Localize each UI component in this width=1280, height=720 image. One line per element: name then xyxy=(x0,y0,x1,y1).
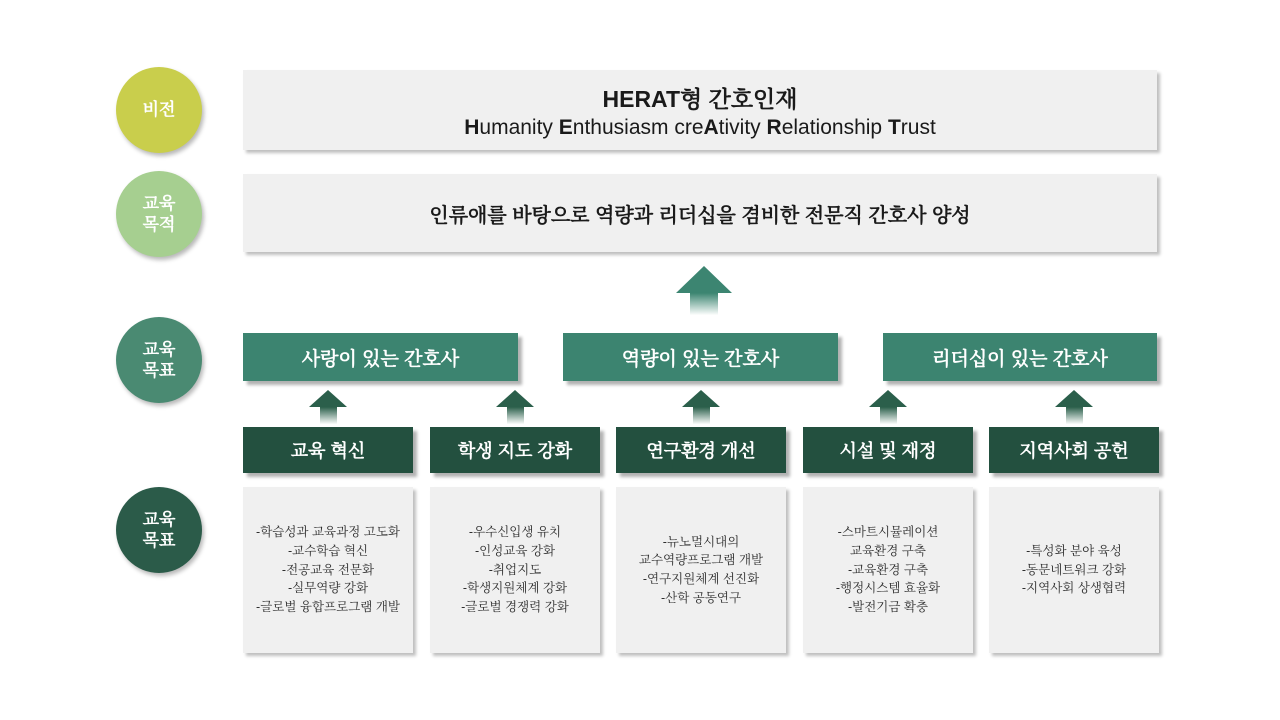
strategy-detail-list xyxy=(803,487,973,653)
strategy-detail-list xyxy=(243,487,413,653)
objective-box-love xyxy=(243,333,518,381)
up-arrow-head xyxy=(869,390,907,407)
list-line: -뉴노멀시대의 xyxy=(662,534,740,549)
list-line: -글로벌 융합프로그램 개발 xyxy=(256,600,400,615)
up-arrow-icon xyxy=(682,390,720,427)
strategy-box xyxy=(243,427,413,473)
up-arrow-head xyxy=(682,390,720,407)
strategy-column-community-contribution xyxy=(989,390,1159,653)
up-arrow-icon xyxy=(309,390,347,427)
list-line: 교육환경 구축 xyxy=(850,543,926,558)
vision-subtitle-seg: umanity xyxy=(479,115,559,139)
objective-box-competence xyxy=(563,333,838,381)
list-line: -취업지도 xyxy=(488,562,542,577)
up-arrow-head xyxy=(1055,390,1093,407)
up-arrow-icon xyxy=(496,390,534,427)
up-arrow-head xyxy=(496,390,534,407)
up-arrow-tail xyxy=(1066,407,1083,424)
up-arrow-head xyxy=(309,390,347,407)
strategy-box xyxy=(803,427,973,473)
strategy-detail-list xyxy=(989,487,1159,653)
purpose-text: 인류애를 바탕으로 역량과 리더십을 겸비한 전문직 간호사 양성 xyxy=(429,204,971,227)
purpose-banner xyxy=(243,174,1157,252)
badge-objectives-line1: 교육 xyxy=(142,339,176,359)
vision-subtitle-seg: nthusiasm cre xyxy=(572,115,704,139)
list-line: -실무역량 강화 xyxy=(287,581,369,596)
strategy-column-education-innovation xyxy=(243,390,413,653)
vision-subtitle xyxy=(464,116,936,140)
badge-purpose-line2: 목적 xyxy=(142,215,176,234)
up-arrow-main-tail xyxy=(690,293,718,315)
up-arrow-icon xyxy=(869,390,907,427)
list-line: -산학 공동연구 xyxy=(660,590,742,605)
vision-subtitle-seg: rust xyxy=(900,115,936,139)
list-line: -특성화 분야 육성 xyxy=(1026,543,1122,558)
up-arrow-main-icon xyxy=(676,266,732,315)
strategy-label: 지역사회 공헌 xyxy=(1019,441,1129,461)
list-line: -스마트시뮬레이션 xyxy=(837,525,939,540)
vision-subtitle-seg: T xyxy=(887,115,901,139)
list-line: -우수신입생 유치 xyxy=(468,525,562,540)
badge-vision xyxy=(116,67,202,153)
up-arrow-tail xyxy=(693,407,710,424)
vision-banner xyxy=(243,70,1157,150)
up-arrow-icon xyxy=(1055,390,1093,427)
objective-box-leadership xyxy=(883,333,1157,381)
badge-objectives-line2: 목표 xyxy=(142,361,176,380)
strategy-column-student-guidance xyxy=(430,390,600,653)
badge-vision-label: 비전 xyxy=(142,100,176,120)
vision-subtitle-seg: tivity xyxy=(718,115,767,139)
strategy-detail-list xyxy=(616,487,786,653)
list-line: -학생지원체계 강화 xyxy=(462,581,568,596)
objective-label: 역량이 있는 간호사 xyxy=(621,348,780,370)
vision-subtitle-seg: H xyxy=(464,115,480,139)
badge-purpose xyxy=(116,171,202,257)
list-line: -전공교육 전문화 xyxy=(281,562,375,577)
badge-objectives xyxy=(116,317,202,403)
strategy-label: 시설 및 재정 xyxy=(839,441,937,461)
strategy-box xyxy=(430,427,600,473)
vision-subtitle-seg: elationship xyxy=(781,115,888,139)
strategy-detail-list xyxy=(430,487,600,653)
up-arrow-main-head xyxy=(676,266,732,293)
strategy-box xyxy=(989,427,1159,473)
vision-subtitle-seg: E xyxy=(558,115,573,139)
list-line: 교수역량프로그램 개발 xyxy=(638,553,764,568)
list-line: -인성교육 강화 xyxy=(474,543,556,558)
list-line: -교수학습 혁신 xyxy=(287,543,369,558)
list-line: -지역사회 상생협력 xyxy=(1021,581,1127,596)
strategy-label: 학생 지도 강화 xyxy=(457,441,573,461)
list-line: -교육환경 구축 xyxy=(847,562,929,577)
vision-subtitle-seg: A xyxy=(703,115,719,139)
strategy-column-research-environment xyxy=(616,390,786,653)
vision-subtitle-seg: R xyxy=(766,115,782,139)
list-line: -학습성과 교육과정 고도화 xyxy=(256,525,400,540)
objective-label: 사랑이 있는 간호사 xyxy=(301,348,460,370)
badge-strategies-line1: 교육 xyxy=(142,509,176,529)
list-line: -글로벌 경쟁력 강화 xyxy=(461,600,569,615)
list-line: -발전기금 확충 xyxy=(847,600,929,615)
strategy-box xyxy=(616,427,786,473)
objective-label: 리더십이 있는 간호사 xyxy=(932,348,1108,370)
up-arrow-tail xyxy=(507,407,524,424)
list-line: -동문네트워크 강화 xyxy=(1021,562,1127,577)
badge-purpose-line1: 교육 xyxy=(142,193,176,213)
up-arrow-tail xyxy=(320,407,337,424)
strategy-column-facility-finance xyxy=(803,390,973,653)
list-line: -행정시스템 효율화 xyxy=(835,581,941,596)
badge-strategies xyxy=(116,487,202,573)
up-arrow-tail xyxy=(880,407,897,424)
strategy-label: 교육 혁신 xyxy=(290,441,366,461)
strategy-label: 연구환경 개선 xyxy=(646,441,756,461)
vision-title: HERAT형 간호인재 xyxy=(602,85,798,112)
list-line: -연구지원체계 선진화 xyxy=(642,572,760,586)
badge-strategies-line2: 목표 xyxy=(142,531,176,550)
